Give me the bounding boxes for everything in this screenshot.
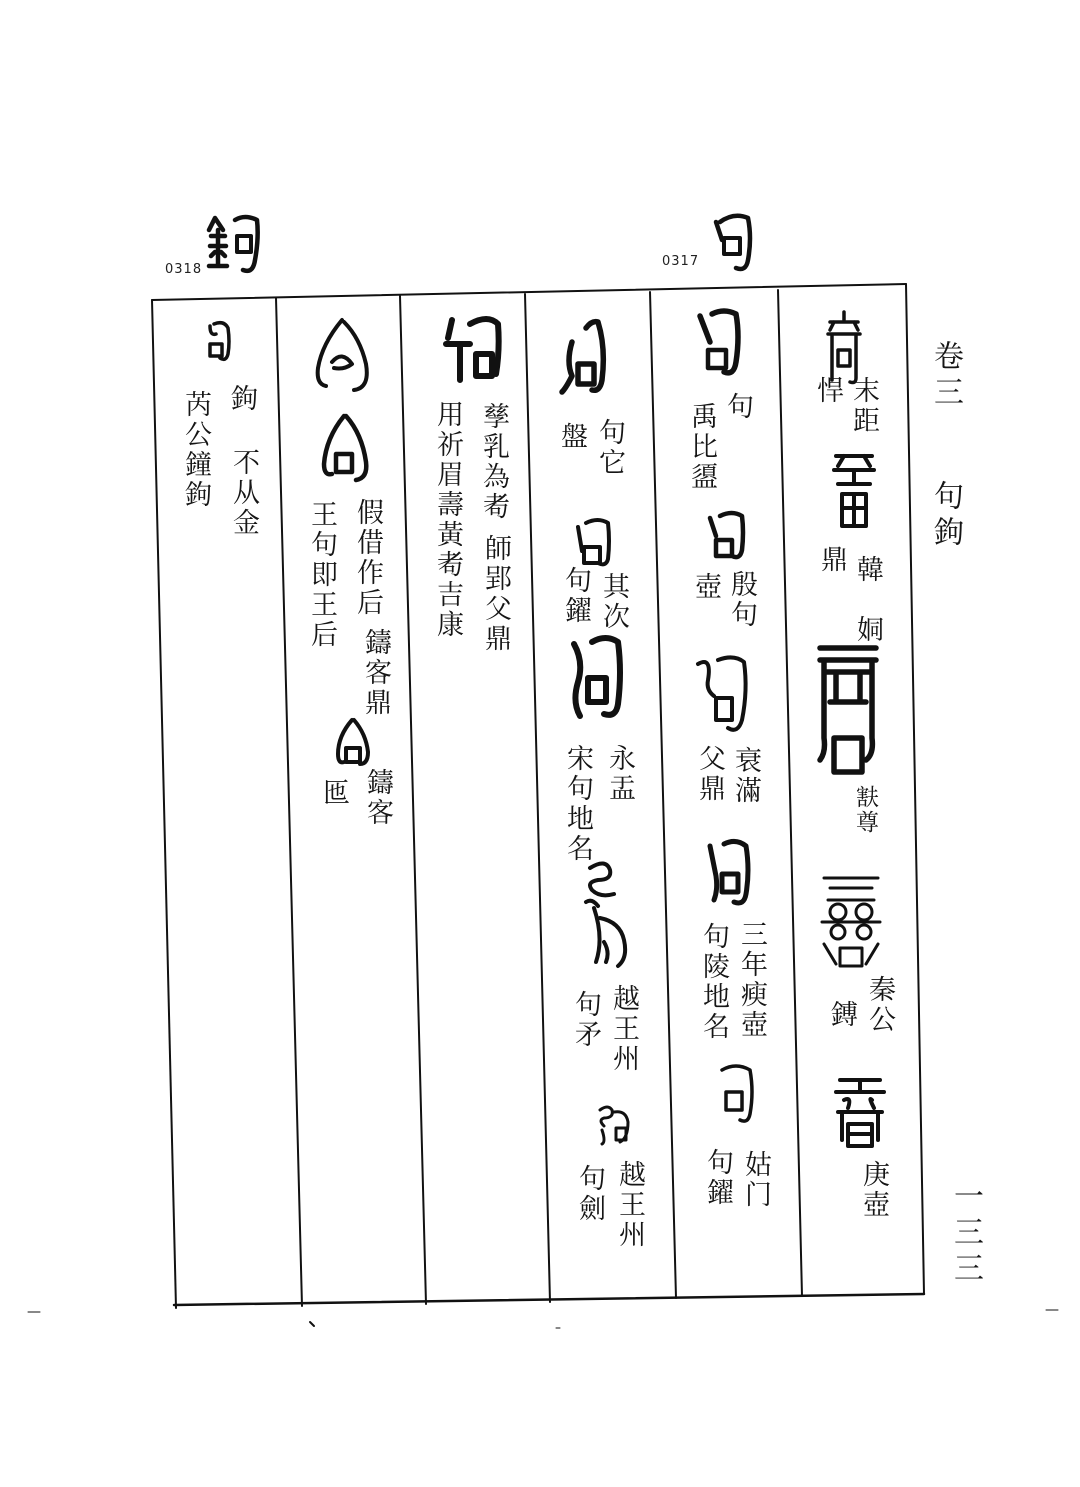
caption-c5-a: 假借作后 <box>352 498 383 618</box>
entry-number-0318: 0318 <box>165 262 203 277</box>
caption-c6-a: 鉤 <box>226 384 257 414</box>
caption-c4-a: 孳乳為耇 <box>478 402 509 522</box>
entry-number-0317: 0317 <box>662 254 700 269</box>
caption-c1-a: 末距 <box>848 376 879 436</box>
caption-c1-f: 㝬尊 <box>852 785 878 835</box>
caption-c3-e: 永盂 <box>604 744 635 804</box>
caption-c1-b: 悍 <box>812 376 843 406</box>
caption-c2-j: 句鑃 <box>702 1148 733 1208</box>
caption-c3-f: 宋句地名 <box>562 744 593 864</box>
caption-c3-h: 句矛 <box>570 990 601 1050</box>
caption-c2-d: 壺 <box>690 572 721 602</box>
caption-c1-h: 鎛 <box>826 1000 857 1030</box>
caption-c3-j: 句劍 <box>574 1164 605 1224</box>
caption-c5-e: 匜 <box>318 778 349 808</box>
caption-c1-i: 庚壺 <box>858 1160 889 1220</box>
caption-c3-d: 句鑃 <box>560 566 591 626</box>
caption-c3-b: 盤 <box>556 422 587 452</box>
caption-c3-a: 句它 <box>594 418 625 478</box>
caption-c5-b: 王句即王后 <box>306 500 337 650</box>
caption-c1-g: 秦公 <box>864 975 895 1035</box>
caption-c2-f: 父鼎 <box>694 744 725 804</box>
caption-c6-c: 芮公鐘鉤 <box>180 390 211 510</box>
caption-c2-i: 姑门 <box>740 1150 771 1210</box>
section-characters: 句鉤 <box>928 480 963 552</box>
caption-c1-d: 鼎 <box>816 545 847 575</box>
caption-c5-d: 鑄客 <box>362 768 393 828</box>
caption-c3-c: 其次 <box>598 572 629 632</box>
caption-c2-g: 三年瘐壺 <box>736 920 767 1040</box>
caption-c2-h: 句陵地名 <box>698 922 729 1042</box>
page-number: 一三三 <box>948 1180 983 1288</box>
caption-c2-a: 句 <box>722 392 753 422</box>
caption-c6-b: 不从金 <box>228 448 259 538</box>
caption-c2-c: 殷句 <box>726 570 757 630</box>
caption-c4-b: 師郢父鼎 <box>480 534 511 654</box>
caption-c3-g: 越王州 <box>608 984 639 1074</box>
caption-c5-c: 鑄客鼎 <box>360 628 391 718</box>
caption-c3-i: 越王州 <box>614 1160 645 1250</box>
caption-c2-e: 衰滿 <box>730 746 761 806</box>
caption-c1-e: 姛 <box>852 615 883 645</box>
caption-c4-c: 用祈眉壽黃耇吉康 <box>432 400 463 640</box>
volume-label: 卷三 <box>928 340 963 412</box>
caption-c1-c: 韓 <box>852 555 883 585</box>
caption-c2-b: 禹比盨 <box>686 402 717 492</box>
